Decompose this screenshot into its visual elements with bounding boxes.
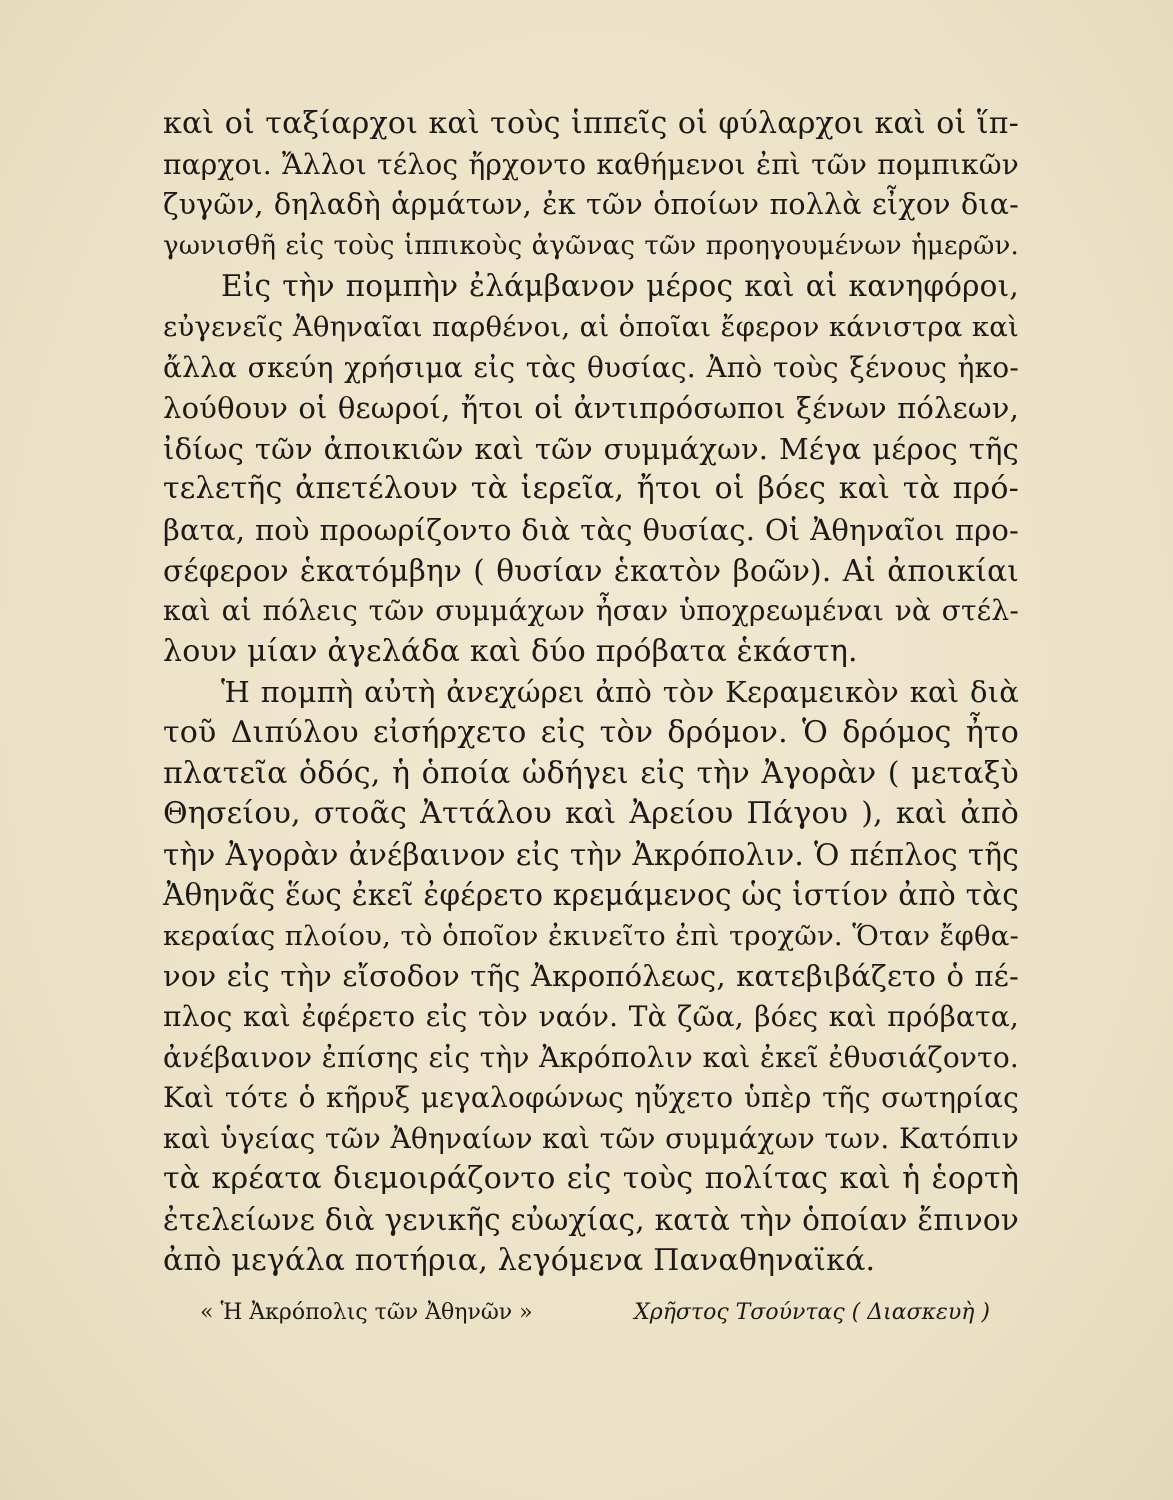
- text-line: Θησείου, στοᾶς Ἀττάλου καὶ Ἀρείου Πάγου ), καὶ ἀπὸ: [163, 796, 1019, 832]
- text-line: Εἰς τὴν πομπὴν ἐλάμβανον μέρος καὶ αἱ κανηφόροι,: [221, 269, 1019, 304]
- text-line: ἐτελείωνε διὰ γενικῆς εὐωχίας, κατὰ τὴν ὁποίαν ἔπινον: [163, 1203, 1019, 1238]
- text-line: τὰ κρέατα διεμοιράζοντο εἰς τοὺς πολίτας καὶ ἡ ἑορτὴ: [163, 1161, 1019, 1197]
- text-line: τοῦ Διπύλου εἰσήρχετο εἰς τὸν δρόμον. Ὁ δρόμος ἦτο: [163, 714, 1019, 750]
- source-title: « Ἡ Ἀκρόπολις τῶν Ἀθηνῶν »: [200, 1300, 533, 1325]
- text-line: πλος καὶ ἐφέρετο εἰς τὸν ναόν. Τὰ ζῶα, βόες καὶ πρόβατα,: [163, 1000, 1019, 1034]
- text-line: τὴν Ἀγορὰν ἀνέβαινον εἰς τὴν Ἀκρόπολιν. Ὁ πέπλος τῆς: [163, 837, 1019, 872]
- text-line: παρχοι. Ἄλλοι τέλος ἤρχοντο καθήμενοι ἐπὶ τῶν πομπικῶν: [163, 147, 1019, 181]
- text-line: τελετῆς ἀπετέλουν τὰ ἱερεῖα, ἤτοι οἱ βόες καὶ τὰ πρό-: [163, 471, 1019, 507]
- text-line: εὐγενεῖς Ἀθηναῖαι παρθένοι, αἱ ὁποῖαι ἔφερον κάνιστρα καὶ: [163, 310, 1019, 343]
- text-line: ἰδίως τῶν ἀποικιῶν καὶ τῶν συμμάχων. Μέγα μέρος τῆς: [163, 431, 1019, 466]
- text-line: βατα, ποὺ προωρίζοντο διὰ τὰς θυσίας. Οἱ Ἀθηναῖοι προ-: [163, 512, 1019, 547]
- text-line: νον εἰς τὴν εἴσοδον τῆς Ἀκροπόλεως, κατεβιβάζετο ὁ πέ-: [163, 959, 1019, 994]
- text-line: σέφερον ἑκατόμβην ( θυσίαν ἑκατὸν βοῶν). Αἱ ἀποικίαι: [163, 553, 1019, 588]
- text-line: ζυγῶν, δηλαδὴ ἁρμάτων, ἐκ τῶν ὁποίων πολλὰ εἶχον δια-: [163, 188, 1019, 222]
- text-line: Ἡ πομπὴ αὐτὴ ἀνεχώρει ἀπὸ τὸν Κεραμεικὸν καὶ διὰ: [221, 675, 1019, 710]
- citation-footer: [200, 1300, 990, 1325]
- text-line: κεραίας πλοίου, τὸ ὁποῖον ἐκινεῖτο ἐπὶ τροχῶν. Ὅταν ἔφθα-: [163, 919, 1019, 952]
- text-line: λούθουν οἱ θεωροί, ἤτοι οἱ ἀντιπρόσωποι ξένων πόλεων,: [163, 391, 1019, 426]
- text-line: Καὶ τότε ὁ κῆρυξ μεγαλοφώνως ηὔχετο ὑπὲρ τῆς σωτηρίας: [163, 1081, 1019, 1115]
- text-line: καὶ οἱ ταξίαρχοι καὶ τοὺς ἱππεῖς οἱ φύλαρχοι καὶ οἱ ἵπ-: [163, 106, 1019, 141]
- text-line: ἄλλα σκεύη χρήσιμα εἰς τὰς θυσίας. Ἀπὸ τοὺς ξένους ἠκο-: [163, 350, 1019, 384]
- text-line: γωνισθῆ εἰς τοὺς ἱππικοὺς ἀγῶνας τῶν προηγουμένων ἡμερῶν.: [163, 230, 1019, 261]
- text-line: πλατεῖα ὁδός, ἡ ὁποία ὡδήγει εἰς τὴν Ἀγορὰν ( μεταξὺ: [163, 755, 1019, 791]
- text-line: ἀνέβαινον ἐπίσης εἰς τὴν Ἀκρόπολιν καὶ ἐκεῖ ἐθυσιάζοντο.: [163, 1040, 1019, 1074]
- text-line: καὶ αἱ πόλεις τῶν συμμάχων ἦσαν ὑποχρεωμέναι νὰ στέλ-: [163, 594, 1019, 628]
- body-text: [163, 104, 1019, 1281]
- text-line: καὶ ὑγείας τῶν Ἀθηναίων καὶ τῶν συμμάχων των. Κατόπιν: [163, 1121, 1019, 1155]
- text-line: Ἀθηνᾶς ἕως ἐκεῖ ἐφέρετο κρεμάμενος ὡς ἱστίον ἀπὸ τὰς: [163, 878, 1019, 913]
- text-line: λουν μίαν ἀγελάδα καὶ δύο πρόβατα ἑκάστη.: [163, 633, 858, 669]
- author-credit: Χρῆστος Τσούντας ( Διασκευὴ ): [634, 1300, 990, 1325]
- text-line: ἀπὸ μεγάλα ποτήρια, λεγόμενα Παναθηναϊκά.: [163, 1242, 876, 1278]
